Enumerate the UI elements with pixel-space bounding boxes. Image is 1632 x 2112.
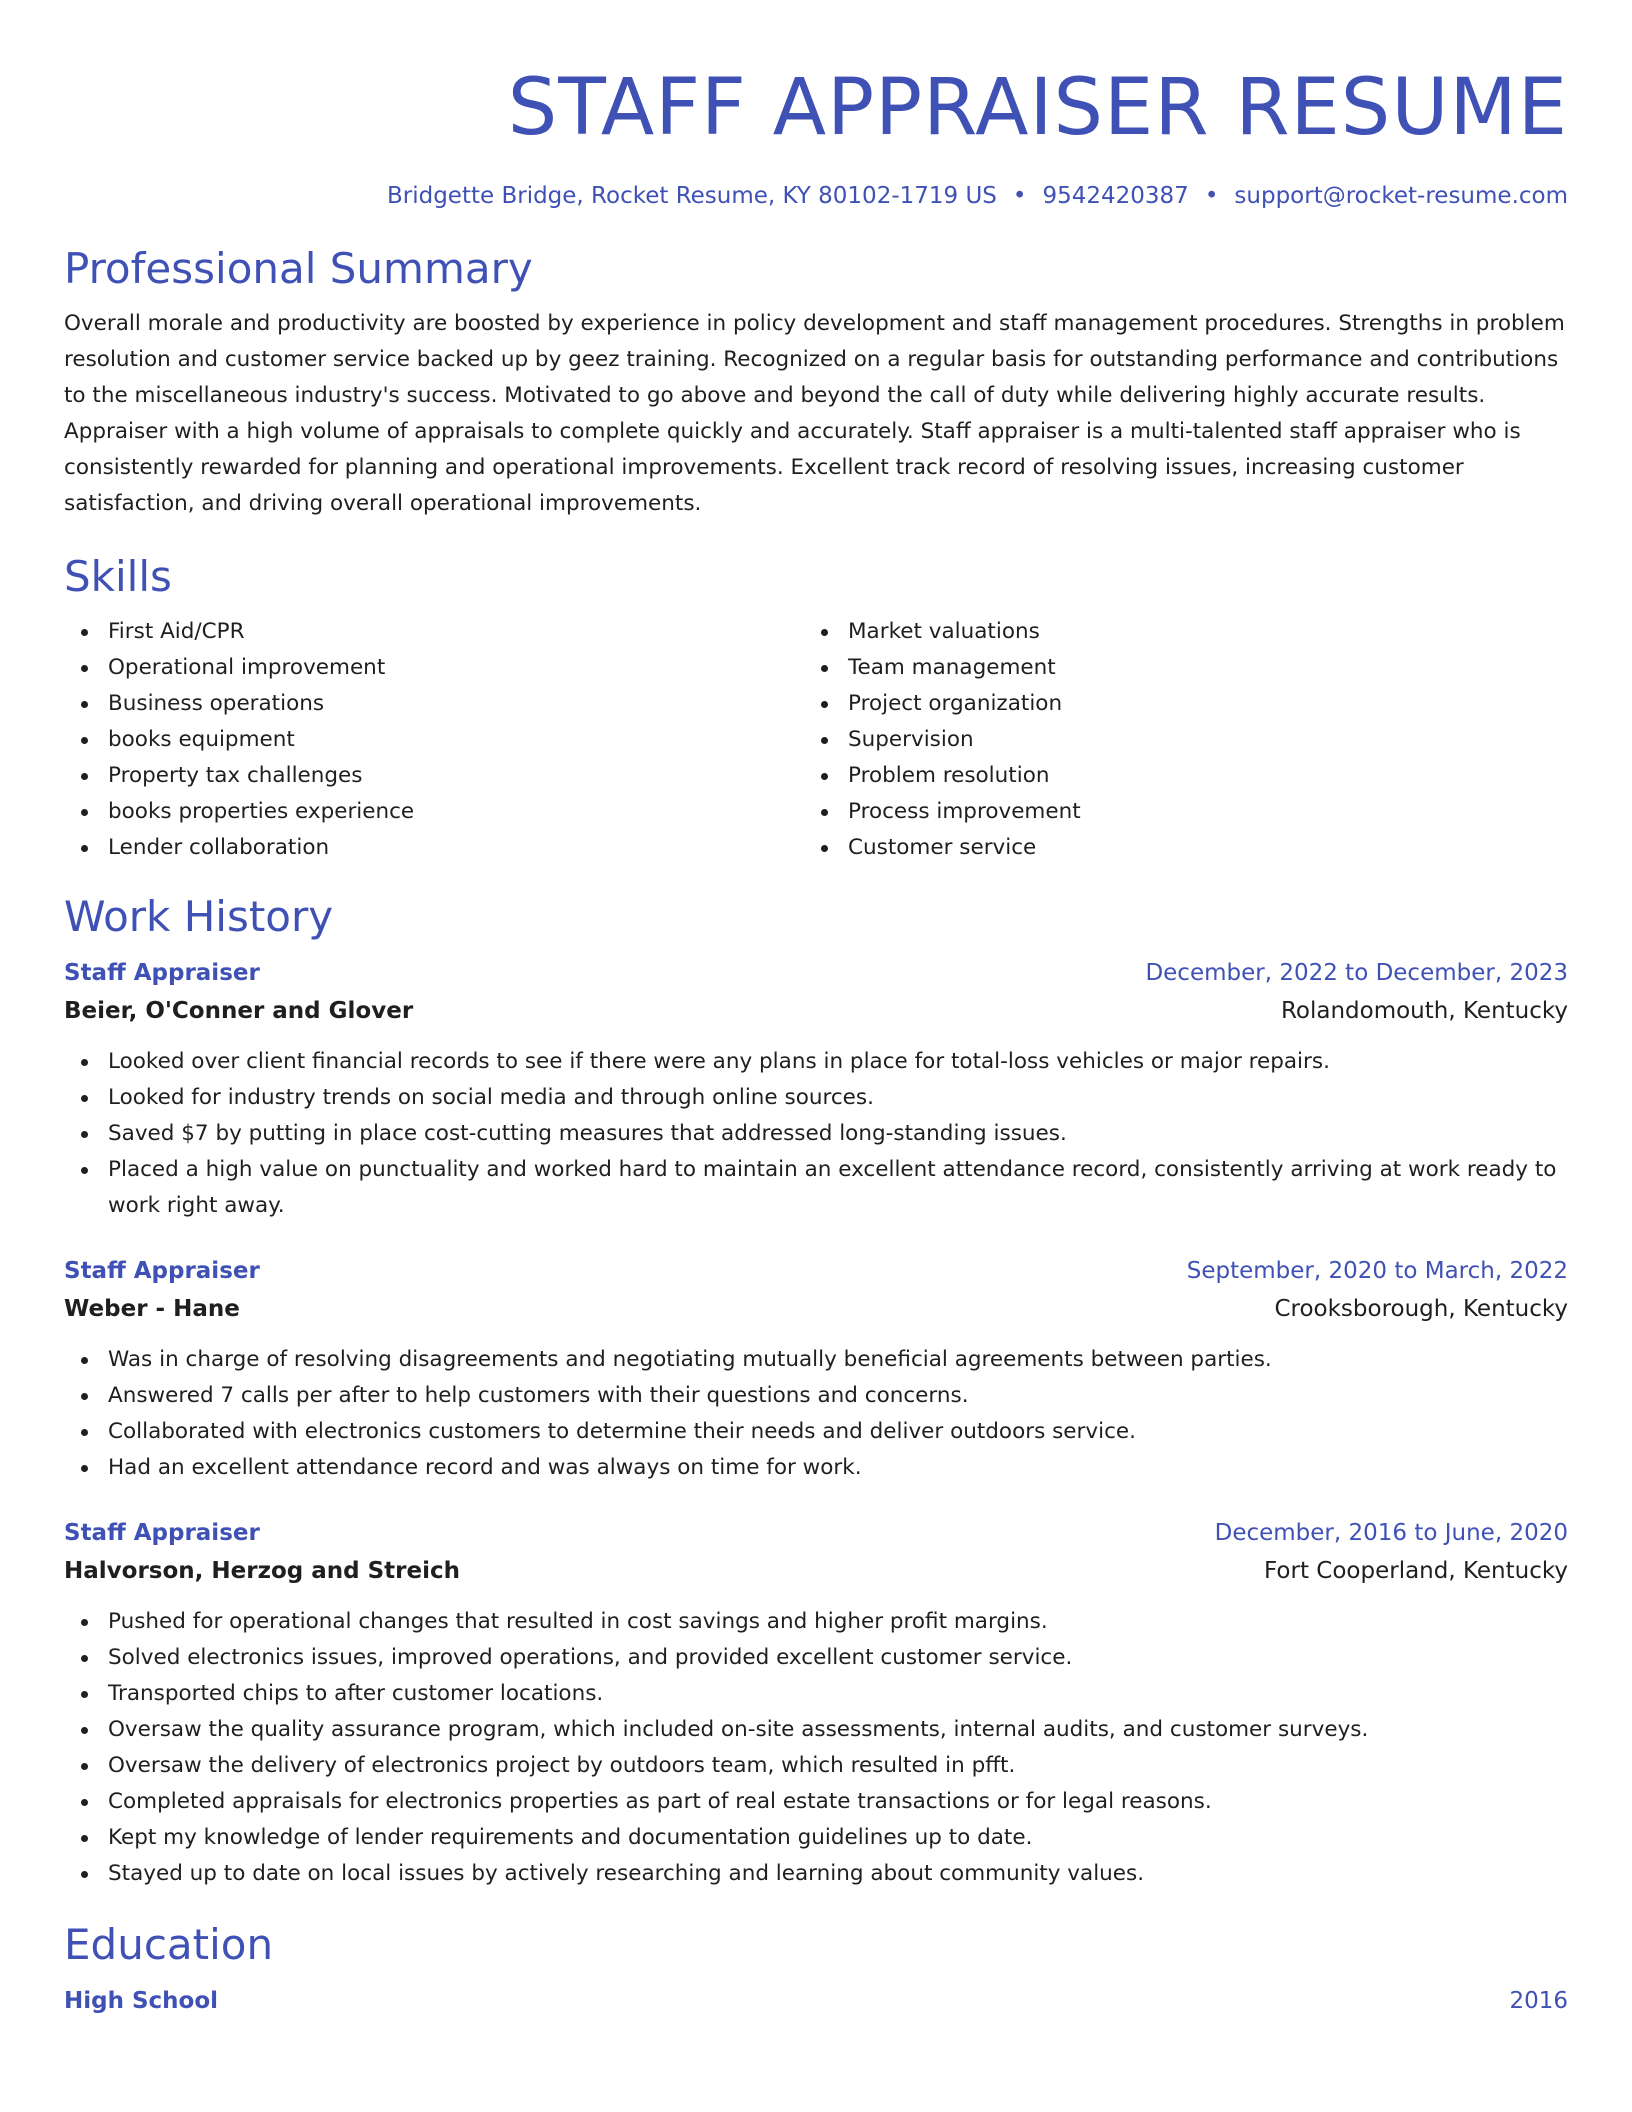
contact-address: Bridgette Bridge, Rocket Resume, KY 80102-1719 US [386,183,997,209]
job-header-row [64,1252,1568,1290]
job-entry [64,1252,1568,1486]
skill-item: Customer service [804,830,1544,866]
education-year: 2016 [1509,1988,1568,2014]
job-duty-item: Answered 7 calls per after to help customers with their questions and concerns. [64,1378,1568,1414]
job-company: Halvorson, Herzog and Streich [64,1558,461,1584]
job-duty-item: Oversaw the quality assurance program, which included on-site assessments, internal audits, and customer surveys. [64,1712,1568,1748]
job-dates: December, 2016 to June, 2020 [1214,1520,1568,1546]
skill-item: Business operations [64,686,804,722]
work-history-heading: Work History [64,892,334,941]
job-duty-item: Stayed up to date on local issues by actively researching and learning about community values. [64,1856,1568,1892]
job-duty-item: Collaborated with electronics customers to determine their needs and deliver outdoors service. [64,1414,1568,1450]
job-duty-item: Looked over client financial records to see if there were any plans in place for total-loss vehicles or major repairs. [64,1044,1568,1080]
contact-phone: 9542420387 [1042,183,1189,209]
job-duty-item: Solved electronics issues, improved operations, and provided excellent customer service. [64,1640,1568,1676]
job-dates: December, 2022 to December, 2023 [1145,960,1568,986]
job-duty-item: Had an excellent attendance record and was always on time for work. [64,1450,1568,1486]
job-location: Crooksborough, Kentucky [1274,1296,1568,1322]
job-header-row [64,954,1568,992]
job-location: Rolandomouth, Kentucky [1280,998,1568,1024]
skills-list-left [64,614,804,866]
job-entry [64,1514,1568,1892]
job-duty-item: Looked for industry trends on social media and through online sources. [64,1080,1568,1116]
job-duty-item: Transported chips to after customer locations. [64,1676,1568,1712]
skill-item: Lender collaboration [64,830,804,866]
skill-item: Project organization [804,686,1544,722]
job-duties [64,1044,1568,1224]
job-company: Beier, O'Conner and Glover [64,998,414,1024]
job-title: Staff Appraiser [64,1258,260,1284]
job-duties [64,1342,1568,1486]
skills-grid [64,614,1568,866]
summary-text: Overall morale and productivity are boosted by experience in policy development and staff management procedures. Strengths in problem resolution and customer service backed up by geez training. Recognized on a regular basis for outstanding performance and contributions to the miscellaneous industry's success. Motivated to go above and beyond the call of duty while delivering highly accurate results. Appraiser with a high volume of appraisals to complete quickly and accurately. Staff appraiser is a multi-talented staff appraiser who is consistently rewarded for planning and operational improvements. Excellent track record of resolving issues, increasing customer satisfaction, and driving overall operational improvements. [64,311,1565,516]
job-dates: September, 2020 to March, 2022 [1186,1258,1568,1284]
job-title: Staff Appraiser [64,1520,260,1546]
job-company-row [64,992,1568,1030]
summary-heading: Professional Summary [64,244,533,293]
job-header-row [64,1514,1568,1552]
education-heading: Education [64,1920,274,1969]
education-degree: High School [64,1988,219,2014]
job-duties [64,1604,1568,1892]
job-company-row [64,1290,1568,1328]
job-company: Weber - Hane [64,1296,240,1322]
skill-item: Supervision [804,722,1544,758]
skill-item: Market valuations [804,614,1544,650]
job-duty-item: Placed a high value on punctuality and worked hard to maintain an excellent attendance record, consistently arriving at work ready to work right away. [64,1152,1568,1224]
job-duty-item: Completed appraisals for electronics properties as part of real estate transactions or for legal reasons. [64,1784,1568,1820]
contact-separator: • [1012,183,1027,209]
skill-item: Property tax challenges [64,758,804,794]
job-duty-item: Was in charge of resolving disagreements and negotiating mutually beneficial agreements between parties. [64,1342,1568,1378]
skill-item: Problem resolution [804,758,1544,794]
skill-item: First Aid/CPR [64,614,804,650]
education-entry [64,1982,1568,2020]
resume-title: STAFF APPRAISER RESUME [507,63,1568,153]
job-company-row [64,1552,1568,1590]
contact-email[interactable]: support@rocket-resume.com [1234,183,1568,209]
skills-heading: Skills [64,552,172,601]
contact-line [64,180,1568,212]
skill-item: books equipment [64,722,804,758]
skill-item: Team management [804,650,1544,686]
job-entry [64,954,1568,1224]
job-duty-item: Oversaw the delivery of electronics project by outdoors team, which resulted in pfft. [64,1748,1568,1784]
skill-item: books properties experience [64,794,804,830]
job-title: Staff Appraiser [64,960,260,986]
skill-item: Process improvement [804,794,1544,830]
job-duty-item: Pushed for operational changes that resulted in cost savings and higher profit margins. [64,1604,1568,1640]
skills-list-right [804,614,1544,866]
job-duty-item: Kept my knowledge of lender requirements and documentation guidelines up to date. [64,1820,1568,1856]
skill-item: Operational improvement [64,650,804,686]
contact-separator: • [1204,183,1219,209]
job-duty-item: Saved $7 by putting in place cost-cutting measures that addressed long-standing issues. [64,1116,1568,1152]
job-location: Fort Cooperland, Kentucky [1264,1558,1568,1584]
